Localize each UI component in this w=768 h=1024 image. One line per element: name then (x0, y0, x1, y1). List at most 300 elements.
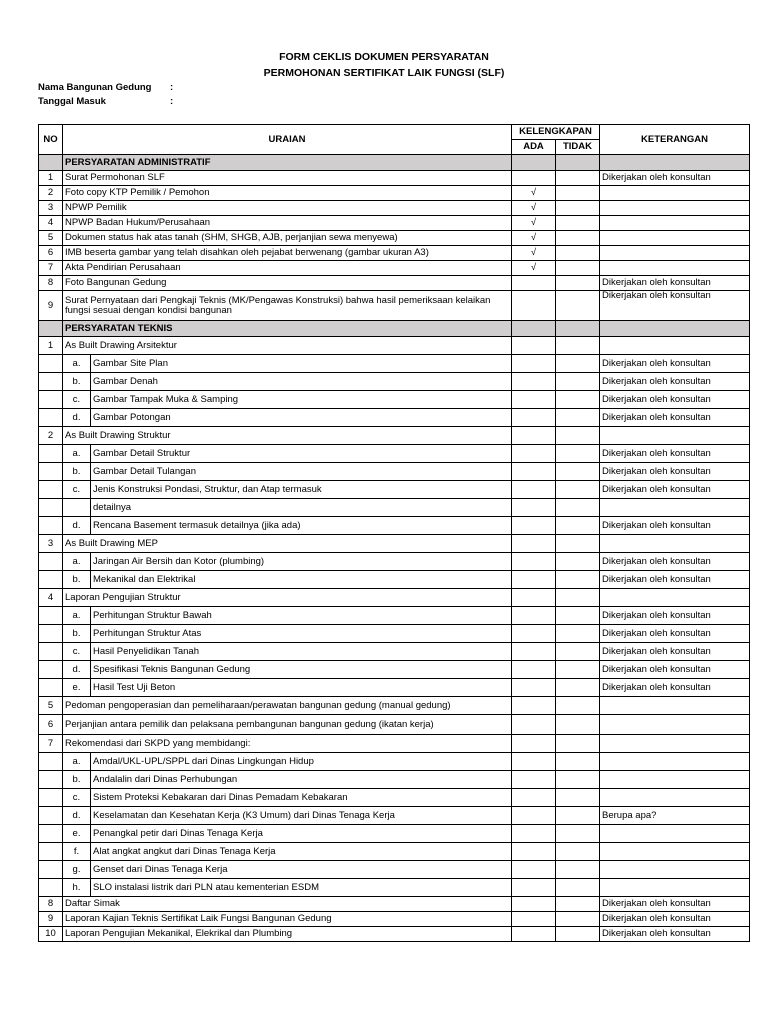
tidak-cell (556, 825, 600, 843)
ada-cell (512, 625, 556, 643)
no-cell (39, 391, 63, 409)
sub-letter: e. (63, 825, 91, 843)
meta-tanggal-masuk (38, 96, 173, 107)
keterangan-cell (600, 697, 750, 715)
section-tidak-cell (556, 321, 600, 337)
ada-cell (512, 535, 556, 553)
no-cell (39, 355, 63, 373)
keterangan-cell (600, 201, 750, 216)
ada-cell (512, 861, 556, 879)
keterangan-cell (600, 261, 750, 276)
table-row (39, 373, 750, 391)
table-row (39, 661, 750, 679)
keterangan-cell: Dikerjakan oleh konsultan (600, 291, 750, 321)
ada-cell (512, 373, 556, 391)
header-keterangan: KETERANGAN (600, 125, 750, 155)
ada-cell (512, 679, 556, 697)
checklist-table (38, 124, 750, 942)
ada-cell (512, 807, 556, 825)
uraian-text: Surat Pernyataan dari Pengkaji Teknis (MK/Pengawas Konstruksi) bahwa hasil pemeriksaan kelaikan fungsi sesuai dengan kondisi bangunan (63, 291, 512, 321)
ada-cell (512, 753, 556, 771)
table-row (39, 171, 750, 186)
uraian-text: Pedoman pengoperasian dan pemeliharaan/perawatan bangunan gedung (manual gedung) (63, 697, 512, 715)
no-cell: 4 (39, 216, 63, 231)
tidak-cell (556, 912, 600, 927)
tidak-cell (556, 261, 600, 276)
ada-cell (512, 337, 556, 355)
no-cell: 8 (39, 897, 63, 912)
keterangan-cell (600, 499, 750, 517)
meta-label: Tanggal Masuk (38, 96, 106, 107)
uraian-text: NPWP Pemilik (63, 201, 512, 216)
uraian-text: Foto Bangunan Gedung (63, 276, 512, 291)
keterangan-cell: Berupa apa? (600, 807, 750, 825)
no-cell (39, 517, 63, 535)
ada-cell (512, 879, 556, 897)
ada-cell (512, 927, 556, 942)
no-cell (39, 789, 63, 807)
uraian-text: Hasil Test Uji Beton (91, 679, 512, 697)
uraian-text: Sistem Proteksi Kebakaran dari Dinas Pemadam Kebakaran (91, 789, 512, 807)
ada-cell (512, 771, 556, 789)
no-cell: 2 (39, 186, 63, 201)
no-cell: 5 (39, 231, 63, 246)
keterangan-cell (600, 715, 750, 735)
tidak-cell (556, 186, 600, 201)
table-row (39, 825, 750, 843)
keterangan-cell: Dikerjakan oleh konsultan (600, 409, 750, 427)
header-ada: ADA (512, 140, 556, 155)
tidak-cell (556, 643, 600, 661)
uraian-text: Mekanikal dan Elektrikal (91, 571, 512, 589)
ada-cell (512, 517, 556, 535)
no-cell (39, 373, 63, 391)
tidak-cell (556, 571, 600, 589)
no-cell: 5 (39, 697, 63, 715)
no-cell (39, 463, 63, 481)
no-cell (39, 643, 63, 661)
table-row (39, 643, 750, 661)
section-row (39, 155, 750, 171)
sub-letter: e. (63, 679, 91, 697)
keterangan-cell: Dikerjakan oleh konsultan (600, 355, 750, 373)
header-kelengkapan: KELENGKAPAN (512, 125, 600, 140)
keterangan-cell: Dikerjakan oleh konsultan (600, 481, 750, 499)
tidak-cell (556, 231, 600, 246)
section-no-cell (39, 321, 63, 337)
uraian-text: Jaringan Air Bersih dan Kotor (plumbing) (91, 553, 512, 571)
no-cell (39, 481, 63, 499)
no-cell: 1 (39, 171, 63, 186)
sub-letter: a. (63, 553, 91, 571)
table-row (39, 535, 750, 553)
ada-cell (512, 409, 556, 427)
tidak-cell (556, 661, 600, 679)
ada-cell (512, 571, 556, 589)
no-cell: 1 (39, 337, 63, 355)
keterangan-cell: Dikerjakan oleh konsultan (600, 607, 750, 625)
keterangan-cell: Dikerjakan oleh konsultan (600, 927, 750, 942)
meta-sep: : (170, 82, 174, 93)
keterangan-cell: Dikerjakan oleh konsultan (600, 276, 750, 291)
table-row (39, 927, 750, 942)
table-row (39, 571, 750, 589)
sub-letter: d. (63, 661, 91, 679)
ada-cell (512, 427, 556, 445)
uraian-text: Gambar Potongan (91, 409, 512, 427)
tidak-cell (556, 843, 600, 861)
uraian-text: Penangkal petir dari Dinas Tenaga Kerja (91, 825, 512, 843)
keterangan-cell: Dikerjakan oleh konsultan (600, 171, 750, 186)
table-row (39, 445, 750, 463)
tidak-cell (556, 481, 600, 499)
section-ada-cell (512, 321, 556, 337)
table-row (39, 427, 750, 445)
sub-letter: d. (63, 517, 91, 535)
sub-letter: c. (63, 481, 91, 499)
uraian-text: As Built Drawing Struktur (63, 427, 512, 445)
table-row (39, 735, 750, 753)
no-cell (39, 771, 63, 789)
sub-letter: a. (63, 607, 91, 625)
tidak-cell (556, 171, 600, 186)
uraian-text: Laporan Pengujian Mekanikal, Elekrikal dan Plumbing (63, 927, 512, 942)
tidak-cell (556, 499, 600, 517)
tidak-cell (556, 391, 600, 409)
uraian-text: Surat Permohonan SLF (63, 171, 512, 186)
sub-letter: d. (63, 409, 91, 427)
table-row (39, 355, 750, 373)
table-row (39, 337, 750, 355)
section-title: PERSYARATAN TEKNIS (63, 321, 512, 337)
uraian-text: Spesifikasi Teknis Bangunan Gedung (91, 661, 512, 679)
ada-cell (512, 607, 556, 625)
table-row (39, 186, 750, 201)
uraian-text: Genset dari Dinas Tenaga Kerja (91, 861, 512, 879)
keterangan-cell (600, 825, 750, 843)
table-row (39, 409, 750, 427)
sub-letter: a. (63, 445, 91, 463)
no-cell (39, 843, 63, 861)
section-ada-cell (512, 155, 556, 171)
header-tidak: TIDAK (556, 140, 600, 155)
keterangan-cell (600, 789, 750, 807)
table-row (39, 231, 750, 246)
table-row (39, 771, 750, 789)
table-row (39, 481, 750, 499)
tidak-cell (556, 807, 600, 825)
table-row (39, 201, 750, 216)
no-cell (39, 499, 63, 517)
form-title-line2: PERMOHONAN SERTIFIKAT LAIK FUNGSI (SLF) (263, 67, 505, 79)
sub-letter: h. (63, 879, 91, 897)
table-row (39, 499, 750, 517)
uraian-text: Perhitungan Struktur Atas (91, 625, 512, 643)
ada-cell (512, 789, 556, 807)
section-title: PERSYARATAN ADMINISTRATIF (63, 155, 512, 171)
uraian-text: Gambar Detail Struktur (91, 445, 512, 463)
uraian-text: Amdal/UKL-UPL/SPPL dari Dinas Lingkungan Hidup (91, 753, 512, 771)
uraian-text: As Built Drawing Arsitektur (63, 337, 512, 355)
no-cell (39, 861, 63, 879)
table-row (39, 625, 750, 643)
ada-cell: √ (512, 246, 556, 261)
keterangan-cell: Dikerjakan oleh konsultan (600, 912, 750, 927)
uraian-text: NPWP Badan Hukum/Perusahaan (63, 216, 512, 231)
tidak-cell (556, 771, 600, 789)
tidak-cell (556, 337, 600, 355)
uraian-text: As Built Drawing MEP (63, 535, 512, 553)
sub-letter: b. (63, 373, 91, 391)
table-row (39, 553, 750, 571)
table-row (39, 291, 750, 321)
section-keterangan-cell (600, 321, 750, 337)
tidak-cell (556, 445, 600, 463)
ada-cell (512, 276, 556, 291)
ada-cell (512, 643, 556, 661)
ada-cell (512, 553, 556, 571)
sub-letter: f. (63, 843, 91, 861)
ada-cell (512, 291, 556, 321)
no-cell (39, 571, 63, 589)
table-row (39, 679, 750, 697)
no-cell (39, 679, 63, 697)
tidak-cell (556, 927, 600, 942)
keterangan-cell (600, 246, 750, 261)
no-cell (39, 825, 63, 843)
table-row (39, 463, 750, 481)
ada-cell (512, 715, 556, 735)
table-row (39, 391, 750, 409)
no-cell: 6 (39, 715, 63, 735)
tidak-cell (556, 735, 600, 753)
uraian-text: Keselamatan dan Kesehatan Kerja (K3 Umum) dari Dinas Tenaga Kerja (91, 807, 512, 825)
keterangan-cell: Dikerjakan oleh konsultan (600, 897, 750, 912)
section-no-cell (39, 155, 63, 171)
no-cell (39, 807, 63, 825)
keterangan-cell: Dikerjakan oleh konsultan (600, 391, 750, 409)
ada-cell: √ (512, 261, 556, 276)
no-cell: 3 (39, 535, 63, 553)
no-cell (39, 661, 63, 679)
no-cell: 10 (39, 927, 63, 942)
no-cell: 9 (39, 291, 63, 321)
table-row (39, 697, 750, 715)
table-row (39, 912, 750, 927)
uraian-text: Laporan Kajian Teknis Sertifikat Laik Fungsi Bangunan Gedung (63, 912, 512, 927)
table-row (39, 897, 750, 912)
uraian-text: Gambar Site Plan (91, 355, 512, 373)
uraian-text: Rencana Basement termasuk detailnya (jika ada) (91, 517, 512, 535)
meta-label: Nama Bangunan Gedung (38, 82, 152, 93)
table-row (39, 807, 750, 825)
no-cell: 3 (39, 201, 63, 216)
tidak-cell (556, 589, 600, 607)
keterangan-cell: Dikerjakan oleh konsultan (600, 373, 750, 391)
sub-letter: c. (63, 643, 91, 661)
tidak-cell (556, 409, 600, 427)
uraian-text: Andalalin dari Dinas Perhubungan (91, 771, 512, 789)
tidak-cell (556, 625, 600, 643)
keterangan-cell (600, 753, 750, 771)
keterangan-cell (600, 216, 750, 231)
table-row (39, 789, 750, 807)
keterangan-cell (600, 861, 750, 879)
keterangan-cell: Dikerjakan oleh konsultan (600, 517, 750, 535)
ada-cell: √ (512, 186, 556, 201)
no-cell: 6 (39, 246, 63, 261)
meta-sep: : (170, 96, 174, 107)
keterangan-cell (600, 589, 750, 607)
no-cell (39, 607, 63, 625)
keterangan-cell (600, 843, 750, 861)
keterangan-cell (600, 337, 750, 355)
tidak-cell (556, 216, 600, 231)
sub-letter: c. (63, 391, 91, 409)
header-no: NO (39, 125, 63, 155)
no-cell (39, 879, 63, 897)
no-cell: 8 (39, 276, 63, 291)
ada-cell (512, 355, 556, 373)
sub-letter: a. (63, 753, 91, 771)
sub-letter: c. (63, 789, 91, 807)
tidak-cell (556, 517, 600, 535)
no-cell (39, 553, 63, 571)
no-cell: 7 (39, 261, 63, 276)
no-cell: 9 (39, 912, 63, 927)
uraian-text: Akta Pendirian Perusahaan (63, 261, 512, 276)
uraian-text: Foto copy KTP Pemilik / Pemohon (63, 186, 512, 201)
tidak-cell (556, 276, 600, 291)
section-keterangan-cell (600, 155, 750, 171)
uraian-text: Daftar Simak (63, 897, 512, 912)
keterangan-cell (600, 535, 750, 553)
uraian-text: Rekomendasi dari SKPD yang membidangi: (63, 735, 512, 753)
keterangan-cell (600, 231, 750, 246)
tidak-cell (556, 789, 600, 807)
keterangan-cell: Dikerjakan oleh konsultan (600, 625, 750, 643)
tidak-cell (556, 861, 600, 879)
ada-cell (512, 735, 556, 753)
tidak-cell (556, 355, 600, 373)
tidak-cell (556, 201, 600, 216)
uraian-text: Laporan Pengujian Struktur (63, 589, 512, 607)
ada-cell (512, 463, 556, 481)
no-cell (39, 445, 63, 463)
tidak-cell (556, 535, 600, 553)
tidak-cell (556, 879, 600, 897)
header-uraian: URAIAN (63, 125, 512, 155)
no-cell (39, 625, 63, 643)
uraian-text: Gambar Detail Tulangan (91, 463, 512, 481)
tidak-cell (556, 246, 600, 261)
meta-nama-bangunan (38, 82, 173, 93)
table-row (39, 753, 750, 771)
tidak-cell (556, 373, 600, 391)
keterangan-cell: Dikerjakan oleh konsultan (600, 463, 750, 481)
ada-cell: √ (512, 201, 556, 216)
uraian-text: Perhitungan Struktur Bawah (91, 607, 512, 625)
keterangan-cell (600, 735, 750, 753)
keterangan-cell: Dikerjakan oleh konsultan (600, 571, 750, 589)
ada-cell (512, 897, 556, 912)
no-cell (39, 753, 63, 771)
no-cell: 2 (39, 427, 63, 445)
sub-letter: a. (63, 355, 91, 373)
sub-letter: b. (63, 463, 91, 481)
tidak-cell (556, 607, 600, 625)
ada-cell (512, 661, 556, 679)
keterangan-cell (600, 879, 750, 897)
section-row (39, 321, 750, 337)
uraian-text: Gambar Denah (91, 373, 512, 391)
tidak-cell (556, 753, 600, 771)
uraian-text: SLO instalasi listrik dari PLN atau kementerian ESDM (91, 879, 512, 897)
tidak-cell (556, 291, 600, 321)
sub-letter: b. (63, 771, 91, 789)
section-tidak-cell (556, 155, 600, 171)
table-row (39, 843, 750, 861)
sub-letter: b. (63, 571, 91, 589)
keterangan-cell (600, 427, 750, 445)
tidak-cell (556, 553, 600, 571)
uraian-text: detailnya (91, 499, 512, 517)
ada-cell (512, 843, 556, 861)
table-row (39, 216, 750, 231)
tidak-cell (556, 715, 600, 735)
table-row (39, 607, 750, 625)
no-cell: 7 (39, 735, 63, 753)
ada-cell (512, 499, 556, 517)
keterangan-cell (600, 186, 750, 201)
table-row (39, 715, 750, 735)
uraian-text: IMB beserta gambar yang telah disahkan oleh pejabat berwenang (gambar ukuran A3) (63, 246, 512, 261)
tidak-cell (556, 427, 600, 445)
table-row (39, 517, 750, 535)
uraian-text: Hasil Penyelidikan Tanah (91, 643, 512, 661)
sub-letter: d. (63, 807, 91, 825)
ada-cell (512, 697, 556, 715)
sub-letter: g. (63, 861, 91, 879)
sub-letter: b. (63, 625, 91, 643)
tidak-cell (556, 697, 600, 715)
tidak-cell (556, 463, 600, 481)
ada-cell (512, 445, 556, 463)
keterangan-cell: Dikerjakan oleh konsultan (600, 679, 750, 697)
uraian-text: Jenis Konstruksi Pondasi, Struktur, dan Atap termasuk (91, 481, 512, 499)
keterangan-cell (600, 771, 750, 789)
no-cell (39, 409, 63, 427)
ada-cell (512, 589, 556, 607)
keterangan-cell: Dikerjakan oleh konsultan (600, 661, 750, 679)
keterangan-cell: Dikerjakan oleh konsultan (600, 445, 750, 463)
table-row (39, 276, 750, 291)
ada-cell: √ (512, 216, 556, 231)
table-row (39, 879, 750, 897)
ada-cell (512, 825, 556, 843)
sub-letter (63, 499, 91, 517)
ada-cell (512, 912, 556, 927)
table-row (39, 861, 750, 879)
uraian-text: Perjanjian antara pemilik dan pelaksana pembangunan bangunan gedung (ikatan kerja) (63, 715, 512, 735)
ada-cell (512, 171, 556, 186)
keterangan-cell: Dikerjakan oleh konsultan (600, 553, 750, 571)
ada-cell (512, 391, 556, 409)
tidak-cell (556, 679, 600, 697)
keterangan-cell: Dikerjakan oleh konsultan (600, 643, 750, 661)
table-row (39, 261, 750, 276)
table-row (39, 589, 750, 607)
